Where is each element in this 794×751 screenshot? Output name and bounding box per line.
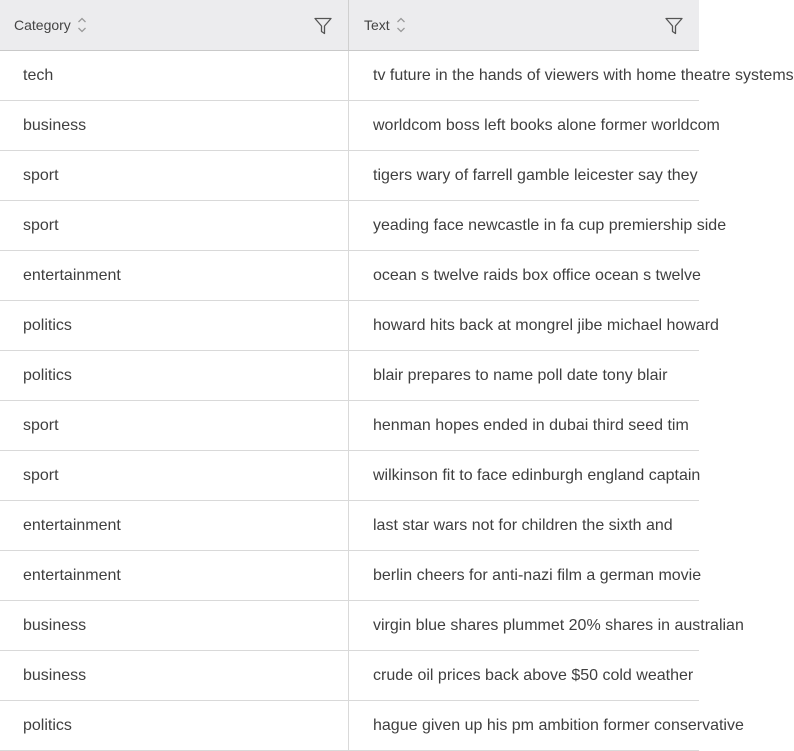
text-cell-value: berlin cheers for anti-nazi film a german movie (373, 566, 702, 584)
column-header-category[interactable] (0, 0, 349, 50)
table-row[interactable] (0, 451, 699, 501)
table-row[interactable] (0, 251, 699, 301)
text-cell (349, 51, 794, 100)
text-cell (349, 401, 699, 450)
text-cell-value: crude oil prices back above $50 cold weather (373, 666, 694, 684)
category-cell: sport (0, 201, 349, 250)
table-row[interactable] (0, 701, 744, 751)
table-row[interactable] (0, 151, 699, 201)
table-row[interactable] (0, 201, 727, 251)
table-row[interactable] (0, 551, 702, 601)
text-cell-value: worldcom boss left books alone former worldcom (373, 116, 720, 134)
text-cell (349, 151, 699, 200)
text-cell (349, 601, 744, 650)
table-row[interactable] (0, 51, 794, 101)
text-cell (349, 651, 699, 700)
filter-icon[interactable] (664, 16, 684, 36)
category-cell: entertainment (0, 501, 349, 550)
text-cell-value: henman hopes ended in dubai third seed tim (373, 416, 689, 434)
category-cell: politics (0, 351, 349, 400)
text-cell-value: tv future in the hands of viewers with home theatre systems (373, 66, 794, 84)
category-cell: entertainment (0, 551, 349, 600)
text-cell (349, 451, 699, 500)
grid-body (0, 51, 794, 751)
text-cell (349, 301, 719, 350)
text-cell-value: yeading face newcastle in fa cup premiership side (373, 216, 727, 234)
column-header-text[interactable] (349, 0, 699, 50)
table-row[interactable] (0, 301, 719, 351)
text-cell (349, 701, 744, 750)
category-cell: sport (0, 401, 349, 450)
text-cell (349, 551, 702, 600)
table-row[interactable] (0, 601, 744, 651)
text-cell-value: ocean s twelve raids box office ocean s twelve (373, 266, 701, 284)
text-cell (349, 251, 699, 300)
sort-icon[interactable] (77, 16, 87, 34)
category-cell: business (0, 601, 349, 650)
category-cell: business (0, 651, 349, 700)
text-cell (349, 101, 720, 150)
text-cell-value: blair prepares to name poll date tony blair (373, 366, 668, 384)
text-cell-value: virgin blue shares plummet 20% shares in australian (373, 616, 744, 634)
table-row[interactable] (0, 651, 699, 701)
text-cell-value: wilkinson fit to face edinburgh england captain (373, 466, 701, 484)
column-header-label: Category (14, 17, 71, 33)
category-cell: politics (0, 701, 349, 750)
table-row[interactable] (0, 101, 720, 151)
category-cell: business (0, 101, 349, 150)
table-row[interactable] (0, 501, 699, 551)
table-row[interactable] (0, 351, 699, 401)
grid-header (0, 0, 699, 51)
text-cell (349, 201, 727, 250)
category-cell: tech (0, 51, 349, 100)
text-cell (349, 501, 699, 550)
text-cell-value: last star wars not for children the sixth and (373, 516, 673, 534)
category-cell: politics (0, 301, 349, 350)
category-cell: sport (0, 451, 349, 500)
column-header-label: Text (364, 17, 390, 33)
text-cell (349, 351, 699, 400)
text-cell-value: hague given up his pm ambition former conservative (373, 716, 744, 734)
filter-icon[interactable] (313, 16, 333, 36)
category-cell: entertainment (0, 251, 349, 300)
category-cell: sport (0, 151, 349, 200)
table-row[interactable] (0, 401, 699, 451)
text-cell-value: howard hits back at mongrel jibe michael howard (373, 316, 719, 334)
sort-icon[interactable] (396, 16, 406, 34)
text-cell-value: tigers wary of farrell gamble leicester say they (373, 166, 698, 184)
